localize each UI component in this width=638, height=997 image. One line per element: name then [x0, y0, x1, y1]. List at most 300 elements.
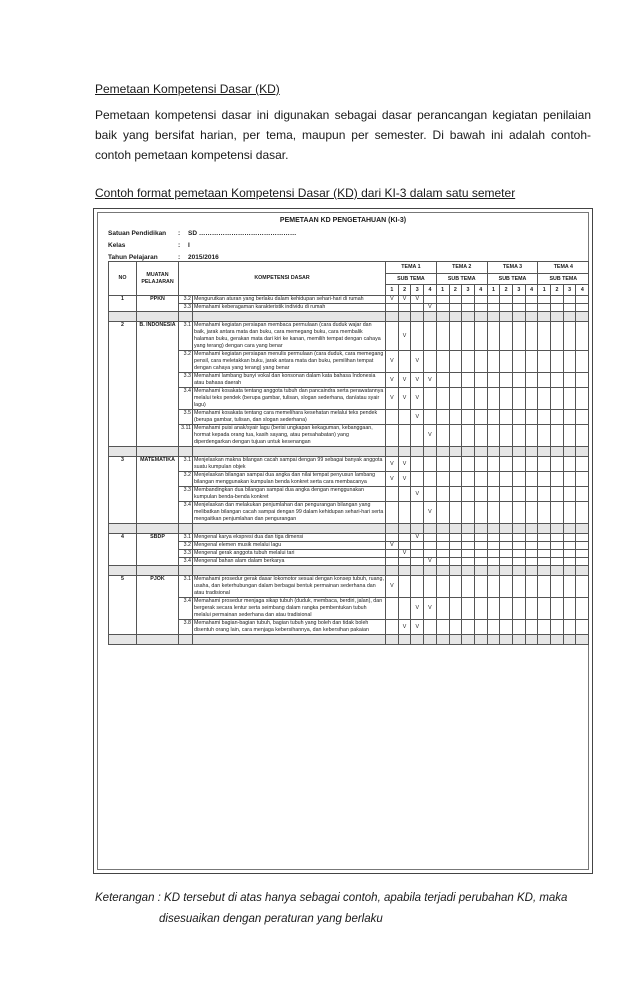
header-tema-2: TEMA 2 [436, 262, 487, 274]
empty-cell [436, 410, 449, 425]
empty-cell [462, 542, 475, 550]
empty-cell [462, 487, 475, 502]
check-mark: V [424, 304, 437, 312]
empty-cell [525, 542, 538, 550]
empty-cell [424, 472, 437, 487]
empty-cell [512, 296, 525, 304]
separator-cell [576, 447, 589, 457]
kd-number: 3.1 [179, 534, 193, 542]
separator-cell [411, 635, 424, 645]
empty-cell [449, 388, 462, 410]
empty-cell [563, 410, 576, 425]
empty-cell [436, 373, 449, 388]
empty-cell [436, 322, 449, 351]
empty-cell [576, 487, 589, 502]
kd-description: Memahami prosedur menjaga sikap tubuh (duduk, membaca, berdiri, jalan), dan bergerak secara lentur serta seimbang dalam rangka pembentukan tubuh melalui permainan sederhana dan atau tradisional [193, 598, 386, 620]
separator-cell [500, 447, 513, 457]
empty-cell [411, 472, 424, 487]
check-mark: V [411, 351, 424, 373]
empty-cell [487, 542, 500, 550]
group-separator [109, 566, 589, 576]
empty-cell [500, 598, 513, 620]
empty-cell [487, 425, 500, 447]
separator-cell [576, 312, 589, 322]
empty-cell [538, 472, 551, 487]
meta-value: I [188, 242, 190, 249]
empty-cell [462, 322, 475, 351]
empty-cell [386, 425, 399, 447]
row-number: 4 [109, 534, 137, 566]
empty-cell [436, 472, 449, 487]
empty-cell [474, 296, 487, 304]
empty-cell [398, 351, 411, 373]
empty-cell [487, 304, 500, 312]
empty-cell [576, 304, 589, 312]
empty-cell [576, 550, 589, 558]
empty-cell [386, 534, 399, 542]
separator-cell [551, 524, 564, 534]
check-mark: V [386, 472, 399, 487]
separator-cell [538, 566, 551, 576]
empty-cell [462, 351, 475, 373]
empty-cell [398, 558, 411, 566]
group-separator [109, 635, 589, 645]
kd-description: Mengenal karya ekspresi dua dan tiga dimensi [193, 534, 386, 542]
separator-cell [193, 566, 386, 576]
empty-cell [538, 457, 551, 472]
kd-description: Memahami puisi anak/syair lagu (berisi ungkapan kekaguman, kebanggaan, hormat kepada orang tua, kasih sayang, atau persahabatan) yang diperdengarkan dengan tujuan untuk kesenangan [193, 425, 386, 447]
separator-cell [109, 312, 137, 322]
separator-cell [462, 524, 475, 534]
kd-number: 3.11 [179, 425, 193, 447]
kd-description: Mengenal gerak anggota tubuh melalui tari [193, 550, 386, 558]
empty-cell [512, 322, 525, 351]
empty-cell [551, 550, 564, 558]
empty-cell [525, 457, 538, 472]
separator-cell [449, 312, 462, 322]
empty-cell [500, 558, 513, 566]
empty-cell [449, 304, 462, 312]
empty-cell [525, 550, 538, 558]
empty-cell [551, 388, 564, 410]
check-mark: V [411, 598, 424, 620]
empty-cell [449, 502, 462, 524]
table-row [109, 502, 589, 524]
empty-cell [487, 472, 500, 487]
empty-cell [538, 620, 551, 635]
empty-cell [538, 351, 551, 373]
header-subtema: SUB TEMA [538, 274, 589, 285]
empty-cell [551, 304, 564, 312]
separator-cell [500, 566, 513, 576]
empty-cell [474, 425, 487, 447]
separator-cell [386, 635, 399, 645]
empty-cell [500, 620, 513, 635]
header-subtema-number: 2 [500, 285, 513, 296]
empty-cell [563, 296, 576, 304]
table-row [109, 304, 589, 312]
kd-number: 3.4 [179, 388, 193, 410]
empty-cell [525, 472, 538, 487]
check-mark: V [386, 296, 399, 304]
empty-cell [500, 542, 513, 550]
separator-cell [563, 635, 576, 645]
separator-cell [551, 566, 564, 576]
separator-cell [179, 566, 193, 576]
empty-cell [500, 373, 513, 388]
empty-cell [525, 410, 538, 425]
check-mark: V [386, 388, 399, 410]
empty-cell [386, 558, 399, 566]
empty-cell [563, 487, 576, 502]
separator-cell [424, 524, 437, 534]
empty-cell [462, 373, 475, 388]
empty-cell [500, 550, 513, 558]
table-row [109, 558, 589, 566]
separator-cell [551, 635, 564, 645]
empty-cell [411, 542, 424, 550]
empty-cell [551, 620, 564, 635]
empty-cell [576, 296, 589, 304]
separator-cell [512, 635, 525, 645]
empty-cell [436, 296, 449, 304]
empty-cell [487, 598, 500, 620]
check-mark: V [424, 373, 437, 388]
separator-cell [474, 566, 487, 576]
empty-cell [436, 304, 449, 312]
empty-cell [563, 472, 576, 487]
header-subtema-number: 3 [563, 285, 576, 296]
empty-cell [538, 388, 551, 410]
separator-cell [576, 524, 589, 534]
empty-cell [487, 351, 500, 373]
empty-cell [538, 550, 551, 558]
footnote-line-1: Keterangan : KD tersebut di atas hanya sebagai contoh, apabila terjadi perubahan KD, maka [95, 892, 568, 904]
empty-cell [525, 351, 538, 373]
empty-cell [525, 425, 538, 447]
empty-cell [500, 304, 513, 312]
empty-cell [538, 304, 551, 312]
document-title: PEMETAAN KD PENGETAHUAN (KI-3) [279, 217, 407, 224]
header-subtema-number: 1 [487, 285, 500, 296]
separator-cell [449, 566, 462, 576]
empty-cell [411, 576, 424, 598]
empty-cell [449, 487, 462, 502]
empty-cell [436, 534, 449, 542]
header-subtema-number: 3 [411, 285, 424, 296]
empty-cell [563, 576, 576, 598]
muatan-pelajaran: PJOK [137, 576, 179, 635]
separator-cell [449, 635, 462, 645]
separator-cell [563, 524, 576, 534]
empty-cell [386, 502, 399, 524]
separator-cell [424, 635, 437, 645]
kd-number: 3.3 [179, 550, 193, 558]
separator-cell [109, 524, 137, 534]
separator-cell [538, 635, 551, 645]
kd-description: Memahami prosedur gerak dasar lokomotor sesuai dengan konsep tubuh, ruang, usaha, dan keterhubungan dalam berbagai bentuk permainan sederhana dan atau tradisional [194, 576, 384, 596]
empty-cell [551, 425, 564, 447]
separator-cell [487, 566, 500, 576]
empty-cell [525, 558, 538, 566]
separator-cell [137, 635, 179, 645]
empty-cell [576, 472, 589, 487]
group-separator [109, 524, 589, 534]
empty-cell [538, 598, 551, 620]
empty-cell [563, 388, 576, 410]
empty-cell [576, 410, 589, 425]
empty-cell [563, 534, 576, 542]
empty-cell [436, 425, 449, 447]
empty-cell [563, 304, 576, 312]
separator-cell [462, 635, 475, 645]
empty-cell [551, 351, 564, 373]
empty-cell [424, 542, 437, 550]
table-row [109, 542, 589, 550]
empty-cell [538, 534, 551, 542]
empty-cell [474, 550, 487, 558]
table-row [109, 576, 589, 598]
empty-cell [551, 598, 564, 620]
empty-cell [525, 388, 538, 410]
separator-cell [512, 312, 525, 322]
separator-cell [424, 566, 437, 576]
empty-cell [424, 322, 437, 351]
empty-cell [512, 598, 525, 620]
empty-cell [474, 487, 487, 502]
empty-cell [474, 542, 487, 550]
table-row [109, 550, 589, 558]
table-row [109, 296, 589, 304]
empty-cell [576, 351, 589, 373]
check-mark: V [411, 388, 424, 410]
empty-cell [449, 542, 462, 550]
empty-cell [462, 388, 475, 410]
separator-cell [193, 447, 386, 457]
header-subtema: SUB TEMA [436, 274, 487, 285]
empty-cell [563, 542, 576, 550]
separator-cell [563, 566, 576, 576]
empty-cell [449, 472, 462, 487]
kd-number: 3.2 [179, 472, 193, 487]
check-mark: V [398, 472, 411, 487]
empty-cell [449, 457, 462, 472]
header-subtema-number: 2 [551, 285, 564, 296]
separator-cell [525, 524, 538, 534]
empty-cell [424, 620, 437, 635]
empty-cell [411, 304, 424, 312]
empty-cell [538, 542, 551, 550]
kd-description: Memahami kegiatan persiapan membaca permulaan (cara duduk wajar dan baik, jarak antara mata dan buku, cara memegang buku, cara membalik halaman buku, gerakan mata dari kiri ke kanan, memilih tempat dengan cahaya yang terang) dengan cara yang benar [193, 322, 386, 351]
empty-cell [512, 542, 525, 550]
separator-cell [487, 312, 500, 322]
empty-cell [449, 322, 462, 351]
empty-cell [449, 576, 462, 598]
empty-cell [474, 304, 487, 312]
kd-number: 3.1 [179, 576, 193, 598]
check-mark: V [411, 410, 424, 425]
empty-cell [538, 425, 551, 447]
meta-label: Tahun Pelajaran [108, 254, 158, 261]
separator-cell [398, 524, 411, 534]
kd-description: Mengenal elemen musik melalui lagu [193, 542, 386, 550]
check-mark: V [386, 351, 399, 373]
empty-cell [512, 620, 525, 635]
empty-cell [449, 425, 462, 447]
empty-cell [512, 425, 525, 447]
empty-cell [576, 502, 589, 524]
empty-cell [386, 620, 399, 635]
header-subtema-number: 2 [449, 285, 462, 296]
empty-cell [576, 457, 589, 472]
separator-cell [538, 447, 551, 457]
empty-cell [436, 550, 449, 558]
kd-description: Memahami kosakata tentang cara memelihara kesehatan melalui teks pendek (berupa gambar, tulisan, dan slogan sederhana) [193, 410, 386, 425]
separator-cell [551, 447, 564, 457]
kd-description: Memahami kosakata tentang anggota tubuh dan pancaindra serta perawatannya melalui teks pendek (berupa gambar, tulisan, slogan sederhana, dan/atau syair lagu) [193, 388, 386, 410]
row-number: 5 [109, 576, 137, 635]
empty-cell [436, 558, 449, 566]
check-mark: V [424, 502, 437, 524]
check-mark: V [398, 296, 411, 304]
empty-cell [525, 304, 538, 312]
empty-cell [538, 502, 551, 524]
meta-kelas: Kelas : I [108, 242, 190, 249]
separator-cell [512, 524, 525, 534]
empty-cell [487, 322, 500, 351]
kd-description: Memahami lambang bunyi vokal dan konsonan dalam kata bahasa Indonesia atau bahasa daerah [193, 373, 386, 388]
empty-cell [424, 550, 437, 558]
header-subtema: SUB TEMA [487, 274, 538, 285]
header-subtema-number: 4 [424, 285, 437, 296]
check-mark: V [386, 542, 399, 550]
header-subtema-number: 4 [474, 285, 487, 296]
empty-cell [474, 576, 487, 598]
empty-cell [449, 410, 462, 425]
empty-cell [500, 502, 513, 524]
table-row [109, 410, 589, 425]
empty-cell [538, 410, 551, 425]
empty-cell [576, 558, 589, 566]
empty-cell [512, 487, 525, 502]
empty-cell [525, 322, 538, 351]
separator-cell [551, 312, 564, 322]
empty-cell [525, 487, 538, 502]
kd-description: Menjelaskan bilangan sampai dua angka dan nilai tempat penyusun lambang bilangan menggunakan kumpulan benda konkret serta cara membacanya [193, 472, 386, 487]
check-mark: V [411, 620, 424, 635]
header-tema-3: TEMA 3 [487, 262, 538, 274]
row-number: 2 [109, 322, 137, 447]
empty-cell [462, 410, 475, 425]
empty-cell [424, 576, 437, 598]
separator-cell [512, 447, 525, 457]
empty-cell [487, 576, 500, 598]
empty-cell [462, 550, 475, 558]
empty-cell [563, 620, 576, 635]
empty-cell [386, 322, 399, 351]
empty-cell [436, 351, 449, 373]
empty-cell [436, 542, 449, 550]
empty-cell [386, 410, 399, 425]
separator-cell [525, 312, 538, 322]
empty-cell [500, 472, 513, 487]
check-mark: V [386, 373, 399, 388]
empty-cell [449, 558, 462, 566]
empty-cell [449, 534, 462, 542]
table-row [109, 351, 589, 373]
separator-cell [500, 312, 513, 322]
footnote-line-2: disesuaikan dengan peraturan yang berlaku [159, 913, 383, 925]
header-subtema-number: 1 [538, 285, 551, 296]
empty-cell [500, 457, 513, 472]
empty-cell [500, 576, 513, 598]
muatan-pelajaran: SBDP [137, 534, 179, 566]
separator-cell [474, 312, 487, 322]
empty-cell [538, 487, 551, 502]
empty-cell [551, 542, 564, 550]
empty-cell [449, 598, 462, 620]
kd-number: 3.4 [179, 558, 193, 566]
empty-cell [487, 550, 500, 558]
empty-cell [551, 534, 564, 542]
empty-cell [462, 502, 475, 524]
empty-cell [500, 534, 513, 542]
empty-cell [386, 304, 399, 312]
separator-cell [449, 524, 462, 534]
empty-cell [525, 534, 538, 542]
check-mark: V [411, 373, 424, 388]
header-subtema: SUB TEMA [386, 274, 437, 285]
check-mark: V [411, 296, 424, 304]
empty-cell [500, 296, 513, 304]
check-mark: V [424, 598, 437, 620]
empty-cell [576, 534, 589, 542]
separator-cell [474, 524, 487, 534]
kd-description: Menjelaskan dan melakukan penjumlahan dan pengurangan bilangan yang melibatkan bilangan cacah sampai dengan 99 dalam kehidupan sehari-hari serta mengaitkan penjumlahan dan pengurangan [193, 502, 386, 524]
separator-cell [563, 447, 576, 457]
empty-cell [512, 534, 525, 542]
kd-number: 3.2 [179, 296, 193, 304]
empty-cell [512, 304, 525, 312]
separator-cell [193, 635, 386, 645]
meta-satuan-pendidikan: Satuan Pendidikan : SD ……………………………………… [108, 230, 297, 237]
separator-cell [398, 447, 411, 457]
empty-cell [576, 542, 589, 550]
check-mark: V [424, 558, 437, 566]
empty-cell [462, 576, 475, 598]
empty-cell [563, 550, 576, 558]
empty-cell [386, 550, 399, 558]
meta-value: SD ……………………………………… [188, 230, 297, 237]
empty-cell [512, 472, 525, 487]
kd-number: 3.3 [179, 373, 193, 388]
empty-cell [474, 472, 487, 487]
table-row [109, 487, 589, 502]
empty-cell [424, 534, 437, 542]
table-row [109, 472, 589, 487]
empty-cell [474, 558, 487, 566]
empty-cell [424, 487, 437, 502]
empty-cell [563, 558, 576, 566]
kd-number: 3.2 [179, 542, 193, 550]
empty-cell [576, 425, 589, 447]
empty-cell [449, 351, 462, 373]
empty-cell [512, 576, 525, 598]
separator-cell [179, 635, 193, 645]
separator-cell [487, 447, 500, 457]
empty-cell [551, 558, 564, 566]
empty-cell [500, 425, 513, 447]
